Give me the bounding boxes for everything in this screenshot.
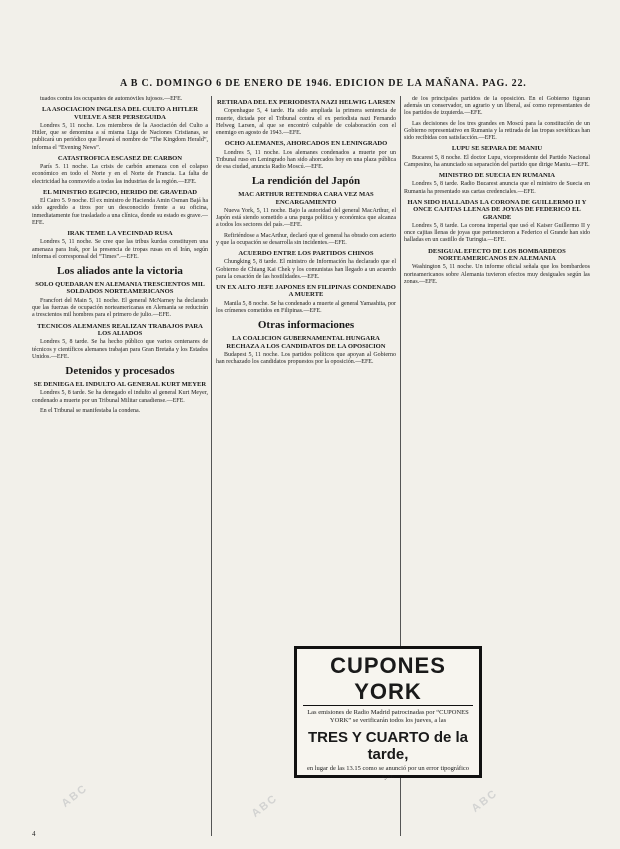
article-text: Washington 5, 11 noche. Un informe oficial señala que los bombardeos norteamericanos sobre Alemania tuvieron efectos muy desiguales según las zonas.—EFE. [404, 264, 590, 285]
article-headline: SOLO QUEDARAN EN ALEMANIA TRESCIENTOS MIL SOLDADOS NORTEAMERICANOS [35, 281, 205, 296]
article-headline: SE DENIEGA EL INDULTO AL GENERAL KURT MEYER [33, 380, 207, 388]
article-headline: HAN SIDO HALLADAS LA CORONA DE GUILLERMO II Y ONCE CAJITAS LLENAS DE JOYAS DE FEDERICO EL GRANDE [407, 198, 587, 221]
article-text: de los principales partidos de la oposición. En el Gobierno figuran además un conservador, un agrario y un liberal, así como representantes de los partidos de izquierda.—EFE. [404, 96, 590, 117]
column-left [32, 96, 208, 826]
watermark-stamp: ABC [59, 782, 91, 810]
article-text: Londres 5, 8 tarde. Radio Bucarest anuncia que el ministro de Suecia en Rumania ha presentado sus cartas credenciales.—EFE. [404, 181, 590, 195]
article-headline: DESIGUAL EFECTO DE LOS BOMBARDEOS NORTEAMERICANOS EN ALEMANIA [428, 247, 566, 263]
watermark-stamp: ABC [249, 792, 281, 820]
article-text: tuados contra los ocupantes de automóviles lujosos.—EFE. [40, 96, 183, 102]
article-text: París 5. 11 noche. La crisis de carbón amenaza con el colapso económico en todo el Norte y en el Norte de Francia. La falta de electricidad ha conmovido a todas las industrias de la región.—EFE. [32, 164, 208, 185]
article-text: Londres 5, 8 tarde. Se ha hecho público que varios centenares de técnicos y científicos alemanes trabajan para Gran Bretaña y los Estados Unidos.—EFE. [32, 339, 208, 360]
article-text: Francfort del Main 5, 11 noche. El general McNarney ha declarado que las fuerzas de ocupación norteamericanas en Alemania se reducirán a trescientos mil hombres para el primero de julio.—EFE. [32, 297, 208, 319]
watermark-stamp: ABC [469, 787, 501, 815]
article-text: Chungking 5, 8 tarde. El ministro de Información ha declarado que el Gobierno de Chiang Kai Chek y los comunistas han llegado a un acuerdo para la cesación de las hostilidades.—EFE. [216, 259, 396, 280]
ad-text: Las emisiones de Radio Madrid patrocinadas por “CUPONES YORK” se verificarán todos los jueves, a las [307, 709, 469, 724]
article-headline: OCHO ALEMANES, AHORCADOS EN LENINGRADO [224, 140, 388, 148]
section-title: La rendición del Japón [251, 175, 361, 188]
article-headline: IRAK TEME LA VECINDAD RUSA [67, 230, 173, 238]
article-text: El Cairo 5. 9 noche. El ex ministro de Hacienda Amin Osman Bajá ha sido agredido a tiros por un desconocido frente a su oficina, inmediatamente fue trasladado a una clínica, donde su estado es grave.—EFE. [32, 198, 208, 226]
article-text: Bucarest 5, 8 noche. El doctor Lupu, vicepresidente del Partido Nacional Campesino, ha anunciado su separación del partido que dirige Maniu.—EFE. [404, 154, 590, 168]
article-headline: LA ASOCIACION INGLESA DEL CULTO A HITLER VUELVE A SER PERSEGUIDA [41, 106, 199, 121]
section-title: Detenidos y procesados [65, 364, 175, 377]
article-text: Nueva York, 5, 11 noche. Bajo la autoridad del general MacArthur, el Japón está siendo sometido a una purga política y económica que alcanza a todos los sectores del país.—EFE. [216, 208, 396, 229]
ad-note: en lugar de las 13.15 como se anunció por un error tipográfico ayer. [306, 765, 470, 780]
page-header: A B C. DOMINGO 6 DE ENERO DE 1946. EDICION DE LA MAÑANA. PAG. 22. [120, 78, 527, 89]
article-headline: TECNICOS ALEMANES REALIZAN TRABAJOS PARA LOS ALIADOS [37, 322, 203, 337]
article-headline: UN EX ALTO JEFE JAPONES EN FILIPINAS CONDENADO A MUERTE [216, 284, 396, 299]
page-number: 4 [32, 830, 36, 838]
article-text: Copenhague 5, 4 tarde. Ha sido ampliada la primera sentencia de muerte, dictada por el Tribunal contra el ex periodista nazi Fernando Helweg Larsen, al que se encontró culpable de colaboración con el enemigo en agosto de 1943.—EFE. [216, 108, 396, 137]
article-text: Londres 5, 11 noche. Los alemanes condenados a muerte por un Tribunal ruso en Leningrado han sido ahorcados hoy en una plaza pública de esa ciudad, anuncia Radio Moscú.—EFE. [216, 149, 396, 171]
article-text: Londres 5, 11 noche. Los miembros de la Asociación del Culto a Hitler, que se denomina a sí misma Liga de Naciones Cristianas, se publicará un periódico que llevará el nombre de “The Kingdom Herald”, informa el “Evening News”. [32, 123, 208, 151]
ad-time: TRES Y CUARTO de la tarde, [307, 729, 469, 763]
article-headline: ACUERDO ENTRE LOS PARTIDOS CHINOS [238, 250, 374, 258]
article-headline: CATASTROFICA ESCASEZ DE CARBON [57, 154, 183, 162]
section-title: Los aliados ante la victoria [57, 265, 183, 278]
article-text: Londres 5, 8 tarde. Se ha denegado el indulto al general Kurt Meyer, condenado a muerte por un Tribunal Militar canadiense.—EFE. [32, 390, 208, 404]
ad-title: CUPONES YORK [303, 653, 473, 706]
article-text: Refiriéndose a MacArthur, declaró que el general ha obrado con acierto y que la ocupación se desarrolla sin incidentes.—EFE. [216, 232, 396, 246]
article-text: Manila 5, 8 noche. Se ha condenado a muerte al general Yamashita, por los crímenes cometidos en Filipinas.—EFE. [216, 300, 396, 315]
article-text: Londres 5, 11 noche. Se cree que las tribus kurdas constituyen una amenaza para Irak, por la presencia de tropas rusas en el Irán, según informa el corresponsal del “Times”.—EFE. [32, 239, 208, 260]
article-text: Las decisiones de los tres grandes en Moscú para la constitución de un Gobierno representativo en Rumania y la retirada de las tropas soviéticas han sido recibidas con satisfacción.—EFE. [404, 120, 590, 142]
article-text: Budapest 5, 11 noche. Los partidos políticos que apoyan al Gobierno han rechazado los candidatos propuestos por la oposición.—EFE. [216, 352, 396, 366]
article-headline: RETIRADA DEL EX PERIODISTA NAZI HELWIG LARSEN [216, 99, 396, 106]
article-headline: LA COALICION GUBERNAMENTAL HUNGARA RECHAZA A LOS CANDIDATOS DE LA OPOSICION [226, 335, 386, 350]
article-headline: EL MINISTRO EGIPCIO, HERIDO DE GRAVEDAD [42, 188, 198, 196]
section-title: Otras informaciones [257, 319, 355, 332]
advertisement-box [294, 646, 482, 778]
article-headline: MINISTRO DE SUECIA EN RUMANIA [438, 172, 556, 180]
article-text: Londres 5, 8 tarde. La corona imperial que usó el Kaiser Guillermo II y once cajitas llenas de joyas que pertenecieron a Federico el Grande han sido halladas en un castillo de Turingia.—EFE. [404, 223, 590, 244]
column-divider [211, 96, 212, 836]
article-headline: MAC ARTHUR RETENDRA CARA VEZ MAS ENCARGAMIENTO [238, 191, 374, 206]
article-headline: LUPU SE SEPARA DE MANIU [451, 145, 543, 153]
article-text: En el Tribunal se manifestaba la condena. [40, 407, 141, 414]
